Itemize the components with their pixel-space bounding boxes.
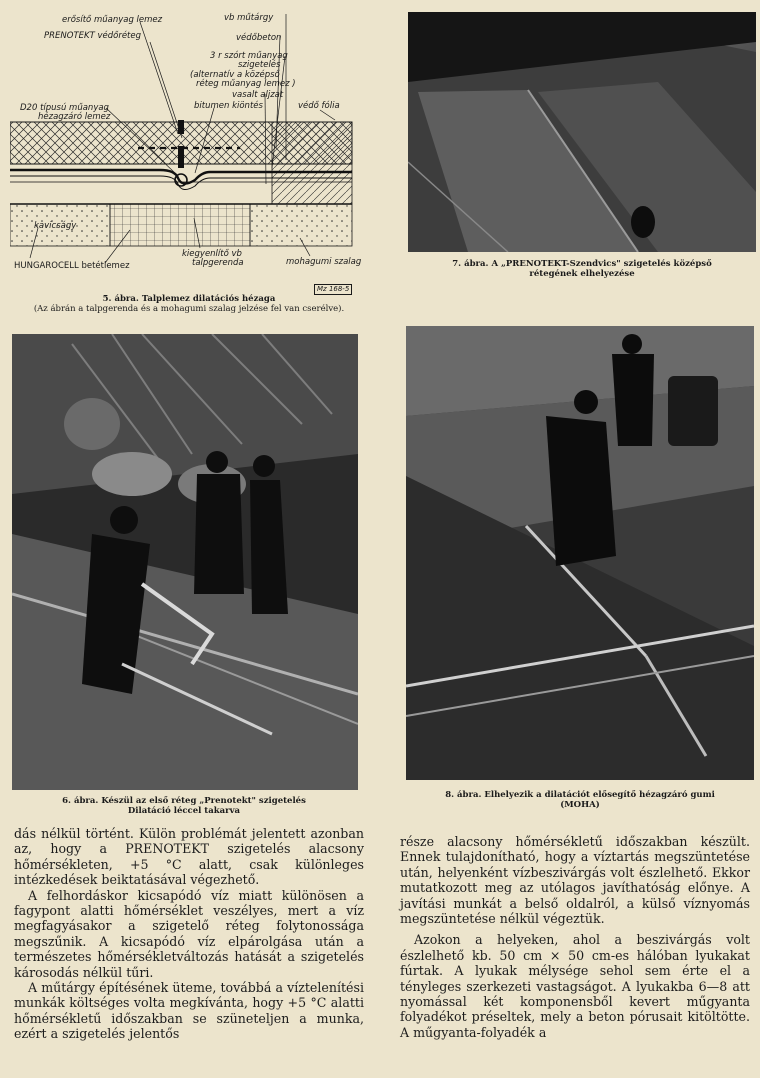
photo-7-image xyxy=(408,12,756,252)
figure-5-caption xyxy=(8,294,370,314)
body-text-right-column xyxy=(400,834,750,1040)
figure-8-photo xyxy=(406,326,754,780)
figure-7-caption-l2: rétegének elhelyezése xyxy=(529,269,635,279)
label-alternativ-2: réteg műanyag lemez ) xyxy=(196,79,296,89)
label-vedobeton: védőbeton xyxy=(236,33,282,43)
body-text-left-column xyxy=(14,826,364,1042)
paragraph: A műtárgy építésének üteme, továbbá a víztelenítési munkák költséges volta megkívánta, hogy +5 °C alatti hőmérsékletű időszakban se szüneteljen a munka, ezért a szigetelés jelentős xyxy=(14,980,364,1042)
paragraph: Azokon a helyeken, ahol a beszivárgás volt észlelhető kb. 50 cm × 50 cm-es hálóban lyukakat fúrtak. A lyukak mélysége sehol sem érte el a tényleges szerkezeti vastagságot. A lyukakba 6—8 att nyomással két komponensből kevert műgyanta folyadékot préseltek, mely a beton pórusait kitöltötte. A műgyanta-folyadék a xyxy=(400,932,750,1040)
label-vedo-folia: védő fólia xyxy=(298,101,340,111)
figure-7-caption-l1: 7. ábra. A „PRENOTEKT-Szendvics" szigetelés középső xyxy=(452,259,712,269)
label-vb-mutargy: vb műtárgy xyxy=(224,13,274,23)
figure-6-caption xyxy=(8,796,360,816)
label-mohagumi: mohagumi szalag xyxy=(286,257,362,267)
figure-6-photo xyxy=(12,334,358,790)
figure-7-caption xyxy=(404,259,760,279)
photo-8-image xyxy=(406,326,754,780)
figure-5-caption-title: 5. ábra. Talplemez dilatációs hézaga xyxy=(102,294,276,304)
label-szigeteles-1: 3 r szórt műanyag xyxy=(210,51,288,61)
label-erosito-lemez: erősítő műanyag lemez xyxy=(62,15,163,25)
label-kavicsagy: kavicságy xyxy=(34,221,77,231)
label-d20-2: hézagzáró lemez xyxy=(38,112,111,122)
figure-5-caption-sub: (Az ábrán a talpgerenda és a mohagumi szalag jelzése fel van cserélve). xyxy=(33,304,345,314)
label-bitumen: bitumen kiöntés xyxy=(194,101,263,111)
figure-7-photo xyxy=(408,12,756,252)
paragraph: dás nélkül történt. Külön problémát jelentett azonban az, hogy a PRENOTEKT szigetelés alacsony hőmérsékleten, +5 °C alatt, csak különleges intézkedések beiktatásával végezhető. xyxy=(14,826,364,888)
label-prenotekt-vedoreteg: PRENOTEKT védőréteg xyxy=(44,31,142,41)
label-kiegyenlito-2: talpgerenda xyxy=(192,258,244,268)
figure-8-caption-l1: 8. ábra. Elhelyezik a dilatációt elősegítő hézagzáró gumi xyxy=(445,790,715,800)
figure-stamp: Mz 168-5 xyxy=(314,284,352,295)
paragraph: része alacsony hőmérsékletű időszakban készült. Ennek tulajdonítható, hogy a víztartás megszüntetése után, helyenként vízbeszivárgás volt észlelhető. Ekkor mutatkozott meg az utólagos javíthatóság előnye. A javítási munkát a belső oldalról, a külső víznyomás megszüntetése nélkül végeztük. xyxy=(400,834,750,927)
label-vasalt-aljzat: vasalt aljzat xyxy=(232,90,284,100)
photo-6-image xyxy=(12,334,358,790)
figure-6-caption-l2: Dilatáció léccel takarva xyxy=(127,806,241,816)
paragraph: A felhordáskor kicsapódó víz miatt különösen a fagypont alatti hőmérséklet veszélyes, mert a víz megfagyásakor a szigetelő réteg folytonossága megszűnik. A kicsapódó víz elpárolgása után a természetes hőmérsékletváltozás hatását a szigetelés károsodás nélkül tűri. xyxy=(14,887,364,980)
label-kiegyenlito-1: kiegyenlítő vb xyxy=(182,249,242,259)
figure-8-caption-l2: (MOHA) xyxy=(560,800,600,810)
figure-6-caption-l1: 6. ábra. Készül az első réteg „Prenotekt" szigetelés xyxy=(62,796,306,806)
label-d20-1: D20 típusú műanyag xyxy=(20,103,109,113)
label-hungarocell: HUNGAROCELL betétlemez xyxy=(14,261,130,271)
label-alternativ-1: (alternatív a középső xyxy=(190,70,280,80)
figure-5-drawing xyxy=(10,8,368,300)
figure-8-caption xyxy=(402,790,758,810)
label-szigeteles-2: szigetelés xyxy=(238,60,281,70)
